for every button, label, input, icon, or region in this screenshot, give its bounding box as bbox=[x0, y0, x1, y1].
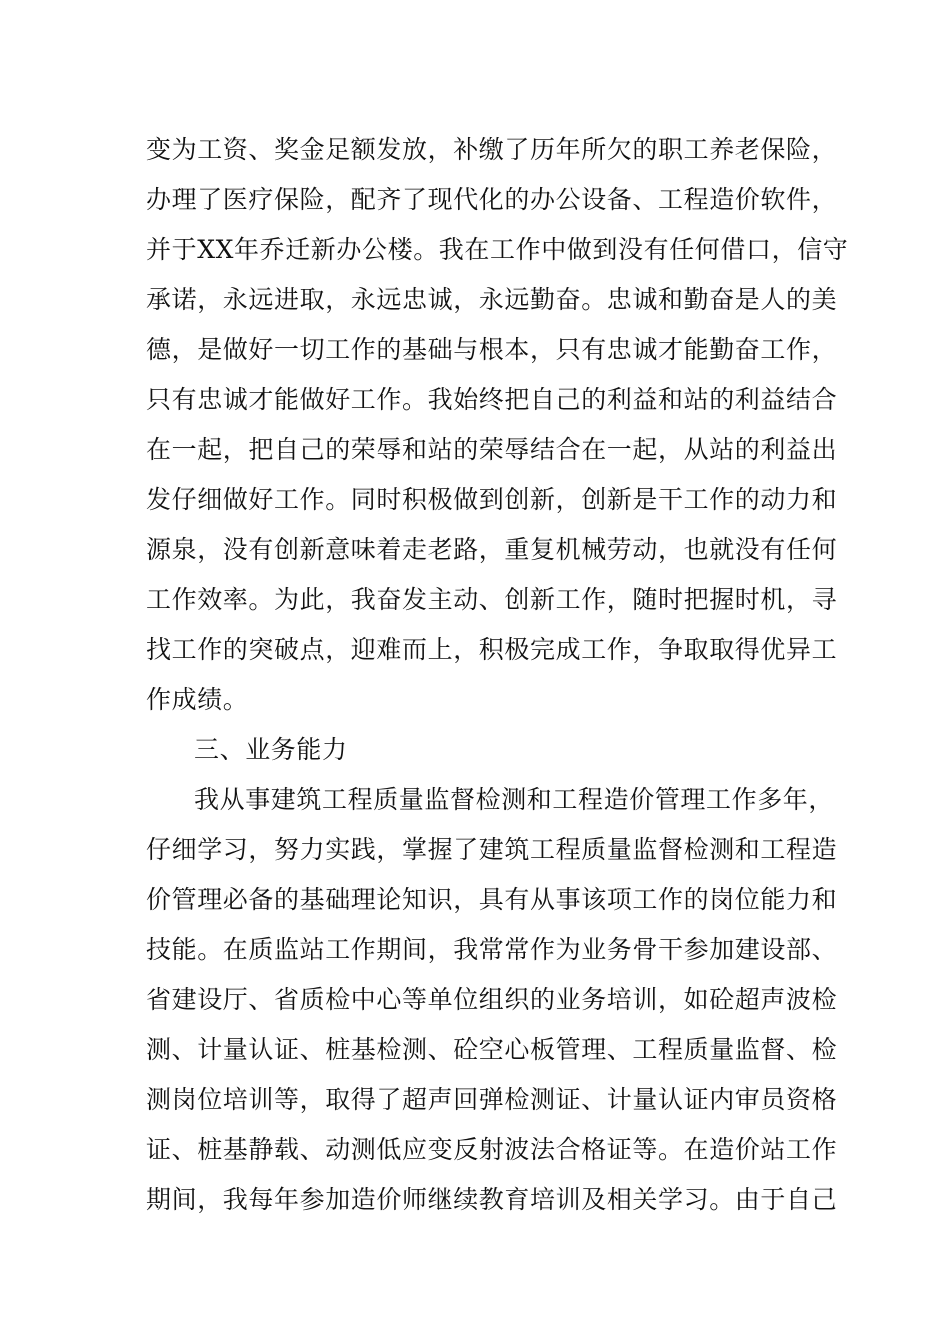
text-line: 找工作的突破点，迎难而上，积极完成工作，争取取得优异工 bbox=[146, 635, 838, 664]
section-heading: 三、业务能力 bbox=[194, 735, 348, 764]
text-line: 承诺，永远进取，永远忠诚，永远勤奋。忠诚和勤奋是人的美 bbox=[146, 285, 838, 314]
text-line: 省建设厅、省质检中心等单位组织的业务培训，如砼超声波检 bbox=[146, 985, 838, 1014]
text-line: 变为工资、奖金足额发放，补缴了历年所欠的职工养老保险， bbox=[146, 135, 838, 164]
text-line: 在一起，把自己的荣辱和站的荣辱结合在一起，从站的利益出 bbox=[146, 435, 838, 464]
text-line: 德，是做好一切工作的基础与根本，只有忠诚才能勤奋工作， bbox=[146, 335, 838, 364]
text-line: 测岗位培训等，取得了超声回弹检测证、计量认证内审员资格 bbox=[146, 1085, 838, 1114]
text-line: 并于XX年乔迁新办公楼。我在工作中做到没有任何借口，信守 bbox=[146, 235, 849, 264]
text-line: 办理了医疗保险，配齐了现代化的办公设备、工程造价软件， bbox=[146, 185, 838, 214]
text-line: 只有忠诚才能做好工作。我始终把自己的利益和站的利益结合 bbox=[146, 385, 838, 414]
text-line: 源泉，没有创新意味着走老路，重复机械劳动，也就没有任何 bbox=[146, 535, 838, 564]
paragraph-first-line: 我从事建筑工程质量监督检测和工程造价管理工作多年， bbox=[194, 785, 835, 814]
text-line: 期间，我每年参加造价师继续教育培训及相关学习。由于自己 bbox=[146, 1185, 838, 1214]
text-line: 发仔细做好工作。同时积极做到创新，创新是干工作的动力和 bbox=[146, 485, 838, 514]
text-line: 技能。在质监站工作期间，我常常作为业务骨干参加建设部、 bbox=[146, 935, 838, 964]
text-line: 工作效率。为此，我奋发主动、创新工作，随时把握时机，寻 bbox=[146, 585, 838, 614]
text-line: 测、计量认证、桩基检测、砼空心板管理、工程质量监督、检 bbox=[146, 1035, 838, 1064]
text-line: 仔细学习，努力实践，掌握了建筑工程质量监督检测和工程造 bbox=[146, 835, 838, 864]
text-line: 证、桩基静载、动测低应变反射波法合格证等。在造价站工作 bbox=[146, 1135, 838, 1164]
text-line: 价管理必备的基础理论知识，具有从事该项工作的岗位能力和 bbox=[146, 885, 838, 914]
text-line: 作成绩。 bbox=[146, 685, 249, 714]
